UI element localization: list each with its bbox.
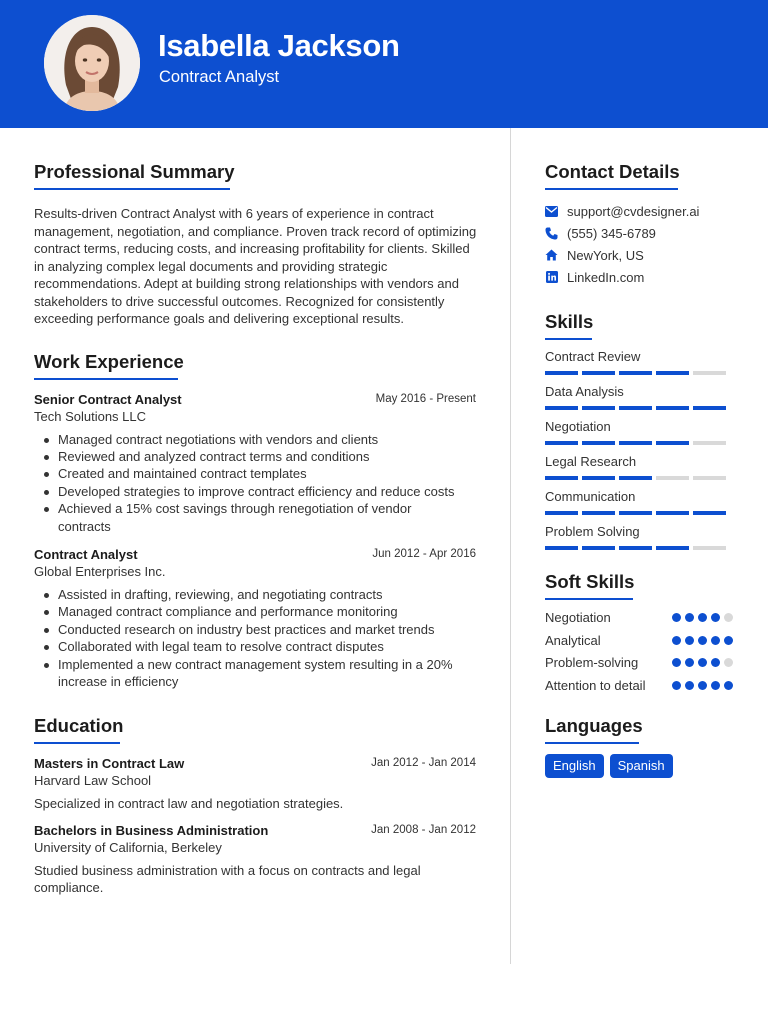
skill-segment-empty (693, 441, 726, 445)
linkedin-text: LinkedIn.com (567, 269, 645, 285)
summary-text: Results-driven Contract Analyst with 6 years of experience in contract management, negotiation, and compliance. Proven track record of optimizing contract terms, reducing costs, and increasing profitability for clients. Skilled in analyzing complex legal documents and providing strategic recommendations. Adept at building strong relationships with vendors and stakeholders to drive successful outcomes. Recognized for consistently exceeding performance goals and delivering exceptional results. (34, 206, 477, 326)
job-bullets (34, 586, 480, 690)
skill-segment-filled (656, 441, 689, 445)
languages-section (545, 714, 735, 778)
skill-segment-filled (582, 546, 615, 550)
section-underline (34, 378, 178, 380)
skill-segment-filled (545, 441, 578, 445)
linkedin-icon (545, 271, 558, 284)
email-text: support@cvdesigner.ai (567, 203, 700, 219)
rating-dot-filled (724, 681, 733, 690)
portrait-illustration (44, 15, 140, 111)
degree-title: Masters in Contract Law (34, 756, 185, 772)
section-underline (545, 742, 639, 744)
skill-segment-filled (619, 441, 652, 445)
skill-level-bar (545, 441, 735, 445)
main-column (34, 160, 480, 897)
experience-section (34, 350, 480, 691)
education-description: Specialized in contract law and negotiation strategies. (34, 796, 344, 812)
rating-dot-filled (698, 658, 707, 667)
skill-name: Communication (545, 489, 636, 504)
skill-segment-filled (582, 406, 615, 410)
soft-skill-rating (672, 613, 733, 622)
language-tags (545, 754, 735, 778)
section-title: Skills (545, 311, 594, 332)
skill-level-bar (545, 371, 735, 375)
soft-skill-item (545, 609, 735, 627)
skill-segment-filled (619, 476, 652, 480)
envelope-icon (545, 205, 558, 218)
contact-location (545, 244, 735, 266)
job-title: Senior Contract Analyst (34, 391, 182, 407)
skill-item (545, 348, 735, 375)
rating-dot-filled (685, 681, 694, 690)
profile-photo (44, 15, 140, 111)
job-entry (34, 391, 480, 535)
bullet-item: Conducted research on industry best practices and market trends (34, 621, 480, 638)
job-title: Contract Analyst (34, 546, 138, 562)
skill-segment-filled (619, 371, 652, 375)
rating-dot-filled (711, 613, 720, 622)
soft-skill-rating (672, 681, 733, 690)
skill-segment-filled (582, 511, 615, 515)
rating-dot-filled (711, 636, 720, 645)
skill-name: Legal Research (545, 454, 637, 469)
skill-segment-filled (545, 511, 578, 515)
skill-name: Negotiation (545, 419, 611, 434)
rating-dot-filled (672, 658, 681, 667)
job-date: May 2016 - Present (375, 392, 476, 405)
skill-item (545, 383, 735, 410)
home-icon (545, 249, 558, 262)
language-tag: Spanish (610, 754, 673, 778)
section-underline (545, 598, 633, 600)
education-entry (34, 822, 480, 897)
soft-skill-item (545, 632, 735, 650)
soft-skill-rating (672, 636, 733, 645)
rating-dot-filled (685, 658, 694, 667)
sidebar-column (545, 160, 735, 778)
rating-dot-filled (672, 636, 681, 645)
soft-skills-list (545, 609, 735, 694)
skill-segment-filled (545, 371, 578, 375)
bullet-item: Developed strategies to improve contract efficiency and reduce costs (34, 483, 480, 500)
job-date: Jun 2012 - Apr 2016 (372, 547, 476, 560)
degree-title: Bachelors in Business Administration (34, 822, 269, 838)
bullet-item: Created and maintained contract templates (34, 465, 480, 482)
skill-segment-empty (693, 476, 726, 480)
job-bullets (34, 431, 480, 535)
skill-level-bar (545, 511, 735, 515)
skill-item (545, 453, 735, 480)
skill-segment-empty (693, 371, 726, 375)
rating-dot-filled (711, 658, 720, 667)
phone-icon (545, 227, 558, 240)
skill-name: Problem Solving (545, 524, 640, 539)
bullet-item: Managed contract compliance and performance monitoring (34, 603, 480, 620)
bullet-item: Collaborated with legal team to resolve contract disputes (34, 638, 480, 655)
skill-segment-filled (656, 406, 689, 410)
soft-skill-name: Problem-solving (545, 655, 639, 670)
school-name: University of California, Berkeley (34, 839, 222, 855)
section-underline (545, 338, 592, 340)
section-title: Professional Summary (34, 161, 235, 182)
job-company: Tech Solutions LLC (34, 408, 147, 424)
soft-skill-item (545, 677, 735, 695)
skills-list (545, 348, 735, 550)
contact-phone[interactable] (545, 222, 735, 244)
bullet-item: Implemented a new contract management system resulting in a 20% increase in efficiency (34, 656, 480, 691)
soft-skill-rating (672, 658, 733, 667)
rating-dot-filled (724, 636, 733, 645)
soft-skill-item (545, 654, 735, 672)
section-underline (34, 188, 230, 190)
soft-skills-section (545, 570, 735, 694)
summary-section (34, 160, 480, 328)
resume-header (0, 0, 768, 128)
skills-section (545, 310, 735, 550)
skill-segment-filled (693, 511, 726, 515)
rating-dot-empty (724, 613, 733, 622)
skill-segment-filled (582, 441, 615, 445)
rating-dot-filled (711, 681, 720, 690)
skill-segment-filled (693, 406, 726, 410)
section-underline (545, 188, 678, 190)
bullet-item: Assisted in drafting, reviewing, and negotiating contracts (34, 586, 480, 603)
section-title: Education (34, 715, 124, 737)
language-tag: English (545, 754, 604, 778)
skill-segment-filled (545, 546, 578, 550)
skill-segment-filled (545, 476, 578, 480)
education-section (34, 714, 480, 897)
contact-section (545, 160, 735, 288)
rating-dot-empty (724, 658, 733, 667)
rating-dot-filled (685, 636, 694, 645)
skill-segment-filled (619, 406, 652, 410)
skill-segment-filled (656, 511, 689, 515)
skill-level-bar (545, 406, 735, 410)
soft-skill-name: Negotiation (545, 610, 611, 625)
skill-segment-filled (656, 546, 689, 550)
location-text: NewYork, US (567, 247, 644, 263)
bullet-item: Managed contract negotiations with vendors and clients (34, 431, 480, 448)
skill-item (545, 488, 735, 515)
education-date: Jan 2008 - Jan 2012 (371, 823, 476, 836)
skill-item (545, 523, 735, 550)
column-divider (510, 128, 511, 964)
skill-level-bar (545, 546, 735, 550)
skill-segment-filled (582, 371, 615, 375)
contact-linkedin[interactable] (545, 266, 735, 288)
skill-segment-filled (582, 476, 615, 480)
skill-segment-empty (656, 476, 689, 480)
skill-segment-empty (693, 546, 726, 550)
soft-skill-name: Attention to detail (545, 677, 646, 693)
skill-segment-filled (619, 511, 652, 515)
section-title: Contact Details (545, 161, 680, 182)
rating-dot-filled (698, 613, 707, 622)
rating-dot-filled (685, 613, 694, 622)
skill-item (545, 418, 735, 445)
rating-dot-filled (698, 636, 707, 645)
section-title: Work Experience (34, 350, 184, 372)
education-date: Jan 2012 - Jan 2014 (371, 757, 476, 770)
bullet-item: Achieved a 15% cost savings through renegotiation of vendor contracts (34, 500, 480, 535)
bullet-item: Reviewed and analyzed contract terms and conditions (34, 448, 480, 465)
section-underline (34, 742, 120, 744)
section-title: Languages (545, 715, 643, 736)
contact-email[interactable] (545, 200, 735, 222)
skill-segment-filled (619, 546, 652, 550)
skill-level-bar (545, 476, 735, 480)
education-description: Studied business administration with a focus on contracts and legal compliance. (34, 862, 421, 896)
job-company: Global Enterprises Inc. (34, 563, 166, 579)
candidate-role: Contract Analyst (159, 68, 280, 86)
section-title: Soft Skills (545, 571, 635, 592)
skill-name: Contract Review (545, 349, 641, 364)
school-name: Harvard Law School (34, 773, 152, 789)
rating-dot-filled (672, 681, 681, 690)
education-entry (34, 755, 480, 813)
job-entry (34, 546, 480, 690)
candidate-name: Isabella Jackson (158, 28, 400, 63)
soft-skill-name: Analytical (545, 632, 601, 648)
skill-name: Data Analysis (545, 384, 624, 399)
rating-dot-filled (698, 681, 707, 690)
skill-segment-filled (656, 371, 689, 375)
rating-dot-filled (672, 613, 681, 622)
phone-text: (555) 345-6789 (567, 225, 656, 241)
skill-segment-filled (545, 406, 578, 410)
